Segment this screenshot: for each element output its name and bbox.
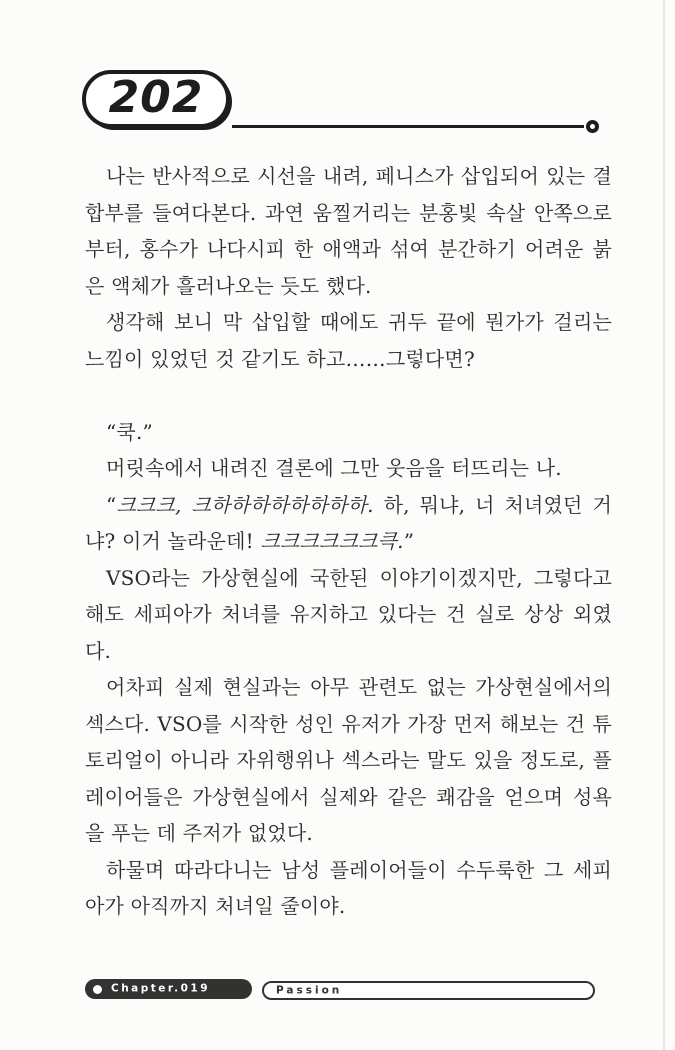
text-segment: 하물며 따라다니는 남성 플레이어들이 수두룩한 그 세피아가 아직까지 처녀일 줄이야. [85,857,612,918]
text-segment: 나는 반사적으로 시선을 내려, 페니스가 삽입되어 있는 결합부를 들여다본다. 과연 움찔거리는 분홍빛 속살 안쪽으로부터, 홍수가 나다시피 한 애액과 섞여 분간하기 어려운 붉은 액체가 흘러나오는 듯도 했다. [85,164,612,298]
text-segment: “쿡.” [106,419,153,444]
chapter-label: Chapter.019 [111,982,211,995]
paragraph [85,450,612,487]
header-rule-end-ring [586,120,599,133]
page-number: 202 [108,72,204,123]
paragraph [85,852,612,925]
text-segment: 머릿속에서 내려진 결론에 그만 웃음을 터뜨리는 나. [106,456,562,480]
paragraph [85,669,612,852]
paragraph [85,304,612,377]
page-edge-line [663,0,665,1050]
paragraph [85,158,612,304]
paragraph [85,560,612,670]
text-segment: 어차피 실제 현실과는 아무 관련도 없는 가상현실에서의 섹스다. VSO를 시작한 성인 유저가 가장 먼저 해보는 건 튜토리얼이 아니라 자위행위나 섹스라는 말도 있을 정도로, 플레이어들은 가상현실에서 실제와 같은 쾌감을 얻으며 성욕을 푸는 데 주저가 없었다. [85,675,612,845]
text-segment: ” [403,529,415,553]
text-segment: 생각해 보니 막 삽입할 때에도 귀두 끝에 뭔가가 걸리는 느낌이 있었던 것 같기도 하고……그렇다면? [85,310,612,371]
paragraph [85,414,612,451]
chapter-bullet-dot [93,985,102,994]
text-segment-italic: 크크크, 크하하하하하하하하. [116,492,374,517]
footer-chapter-pill [85,979,252,999]
text-segment-italic: 크크크크크크큭. [260,529,404,553]
text-segment: 하, 뭐냐, 너 처녀였던 거냐? 이거 놀라운데! [85,492,612,553]
paragraph-spacer [85,377,612,414]
text-segment: VSO라는 가상현실에 국한된 이야기이겠지만, 그렇다고 해도 세피아가 처녀를 유지하고 있다는 건 실로 상상 외였다. [85,565,612,663]
section-title-label: Passion [276,984,343,996]
text-segment: “ [106,492,117,517]
footer-title-pill [262,981,595,1000]
paragraph [85,487,612,560]
body-text [85,158,612,925]
header-rule [232,125,584,128]
page-number-badge [82,70,230,128]
